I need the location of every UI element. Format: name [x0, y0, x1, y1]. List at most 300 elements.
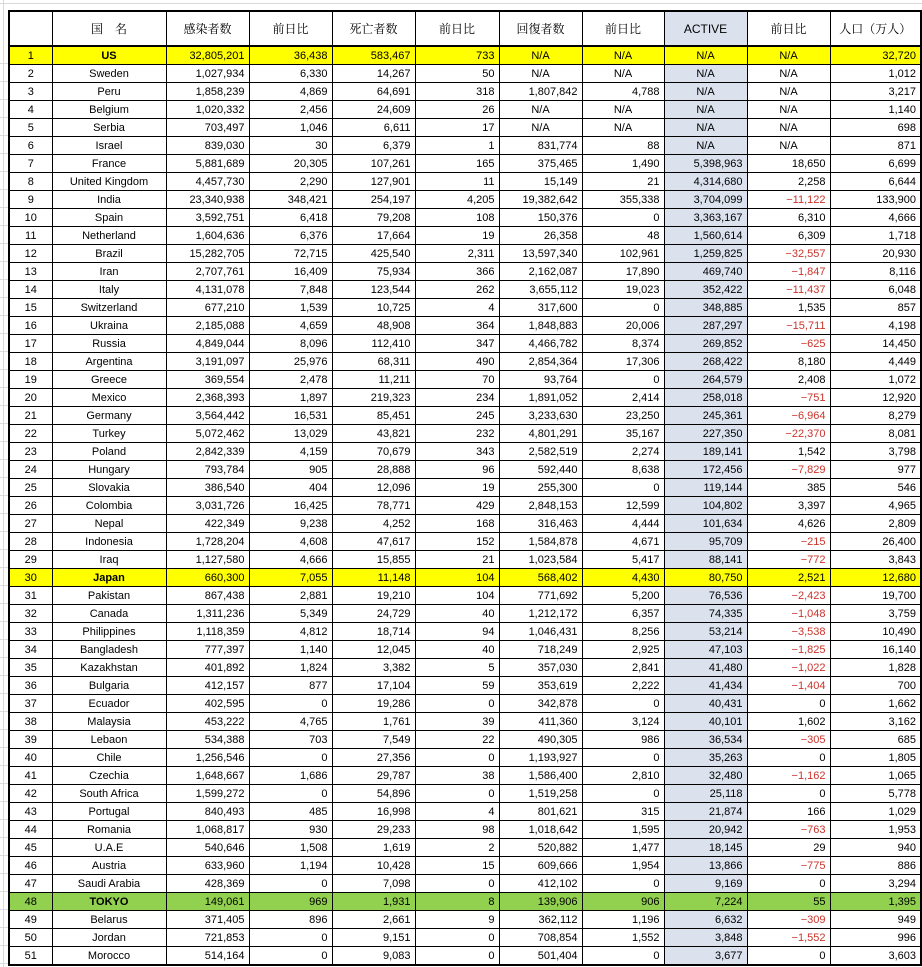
value-cell[interactable]: −1,162 [747, 767, 830, 785]
value-cell[interactable]: 1,728,204 [166, 533, 249, 551]
value-cell[interactable]: −11,122 [747, 191, 830, 209]
rank-cell[interactable]: 12 [9, 245, 52, 263]
value-cell[interactable]: 4,159 [249, 443, 332, 461]
value-cell[interactable]: −1,048 [747, 605, 830, 623]
value-cell[interactable]: 245 [415, 407, 499, 425]
value-cell[interactable]: 2,456 [249, 101, 332, 119]
value-cell[interactable]: 2,478 [249, 371, 332, 389]
value-cell[interactable]: 949 [830, 911, 921, 929]
value-cell[interactable]: 47,103 [664, 641, 747, 659]
value-cell[interactable]: −22,370 [747, 425, 830, 443]
rank-cell[interactable]: 1 [9, 46, 52, 65]
value-cell[interactable]: 546 [830, 479, 921, 497]
value-cell[interactable]: 940 [830, 839, 921, 857]
value-cell[interactable]: N/A [747, 119, 830, 137]
value-cell[interactable]: 27,356 [332, 749, 415, 767]
value-cell[interactable]: 88,141 [664, 551, 747, 569]
value-cell[interactable]: 1,552 [582, 929, 664, 947]
value-cell[interactable]: 165 [415, 155, 499, 173]
value-cell[interactable]: 886 [830, 857, 921, 875]
value-cell[interactable]: 490 [415, 353, 499, 371]
value-cell[interactable]: 4,314,680 [664, 173, 747, 191]
value-cell[interactable]: 3,843 [830, 551, 921, 569]
value-cell[interactable]: 254,197 [332, 191, 415, 209]
value-cell[interactable]: 4 [415, 299, 499, 317]
value-cell[interactable]: 8 [415, 893, 499, 911]
rank-cell[interactable]: 37 [9, 695, 52, 713]
value-cell[interactable]: 0 [747, 875, 830, 893]
value-cell[interactable]: 12,920 [830, 389, 921, 407]
value-cell[interactable]: 402,595 [166, 695, 249, 713]
value-cell[interactable]: 708,854 [499, 929, 582, 947]
value-cell[interactable]: −1,552 [747, 929, 830, 947]
rank-cell[interactable]: 40 [9, 749, 52, 767]
value-cell[interactable]: 2,290 [249, 173, 332, 191]
value-cell[interactable]: 26,400 [830, 533, 921, 551]
value-cell[interactable]: 54,896 [332, 785, 415, 803]
value-cell[interactable]: 264,579 [664, 371, 747, 389]
column-header[interactable]: 感染者数 [166, 11, 249, 46]
value-cell[interactable]: 13,597,340 [499, 245, 582, 263]
value-cell[interactable]: 375,465 [499, 155, 582, 173]
value-cell[interactable]: 771,692 [499, 587, 582, 605]
value-cell[interactable]: 4,608 [249, 533, 332, 551]
value-cell[interactable]: 1,477 [582, 839, 664, 857]
rank-cell[interactable]: 34 [9, 641, 52, 659]
value-cell[interactable]: 2,222 [582, 677, 664, 695]
value-cell[interactable]: 104 [415, 569, 499, 587]
value-cell[interactable]: 7,848 [249, 281, 332, 299]
value-cell[interactable]: 1,648,667 [166, 767, 249, 785]
value-cell[interactable]: 1,807,842 [499, 83, 582, 101]
value-cell[interactable]: 32,720 [830, 46, 921, 65]
value-cell[interactable]: 0 [747, 695, 830, 713]
rank-cell[interactable]: 30 [9, 569, 52, 587]
rank-cell[interactable]: 47 [9, 875, 52, 893]
country-cell[interactable]: Saudi Arabia [52, 875, 166, 893]
value-cell[interactable]: −7,829 [747, 461, 830, 479]
value-cell[interactable]: 29 [747, 839, 830, 857]
value-cell[interactable]: 583,467 [332, 46, 415, 65]
value-cell[interactable]: 287,297 [664, 317, 747, 335]
value-cell[interactable]: 1,824 [249, 659, 332, 677]
column-header[interactable]: 国 名 [52, 11, 166, 46]
value-cell[interactable]: 8,374 [582, 335, 664, 353]
value-cell[interactable]: 316,463 [499, 515, 582, 533]
value-cell[interactable]: −215 [747, 533, 830, 551]
country-cell[interactable]: France [52, 155, 166, 173]
value-cell[interactable]: 1,196 [582, 911, 664, 929]
country-cell[interactable]: Lebaon [52, 731, 166, 749]
value-cell[interactable]: 98 [415, 821, 499, 839]
value-cell[interactable]: 371,405 [166, 911, 249, 929]
value-cell[interactable]: 501,404 [499, 947, 582, 966]
value-cell[interactable]: 15,149 [499, 173, 582, 191]
value-cell[interactable]: 119,144 [664, 479, 747, 497]
value-cell[interactable]: 36,438 [249, 46, 332, 65]
country-cell[interactable]: Romania [52, 821, 166, 839]
value-cell[interactable]: 258,018 [664, 389, 747, 407]
value-cell[interactable]: 16,140 [830, 641, 921, 659]
value-cell[interactable]: 428,369 [166, 875, 249, 893]
value-cell[interactable]: 1,068,817 [166, 821, 249, 839]
value-cell[interactable]: 793,784 [166, 461, 249, 479]
value-cell[interactable]: 4,131,078 [166, 281, 249, 299]
value-cell[interactable]: 13,866 [664, 857, 747, 875]
value-cell[interactable]: 219,323 [332, 389, 415, 407]
value-cell[interactable]: 1,604,636 [166, 227, 249, 245]
value-cell[interactable]: 660,300 [166, 569, 249, 587]
value-cell[interactable]: 17,306 [582, 353, 664, 371]
value-cell[interactable]: 2,258 [747, 173, 830, 191]
value-cell[interactable]: 1,012 [830, 65, 921, 83]
value-cell[interactable]: 48 [582, 227, 664, 245]
value-cell[interactable]: 7,055 [249, 569, 332, 587]
value-cell[interactable]: 4,252 [332, 515, 415, 533]
value-cell[interactable]: N/A [664, 46, 747, 65]
value-cell[interactable]: 677,210 [166, 299, 249, 317]
value-cell[interactable]: 422,349 [166, 515, 249, 533]
value-cell[interactable]: 1,662 [830, 695, 921, 713]
value-cell[interactable]: 24,729 [332, 605, 415, 623]
value-cell[interactable]: 19,382,642 [499, 191, 582, 209]
country-cell[interactable]: Serbia [52, 119, 166, 137]
value-cell[interactable]: 268,422 [664, 353, 747, 371]
country-cell[interactable]: Netherland [52, 227, 166, 245]
value-cell[interactable]: 3,592,751 [166, 209, 249, 227]
value-cell[interactable]: 20,942 [664, 821, 747, 839]
value-cell[interactable]: 0 [582, 785, 664, 803]
rank-cell[interactable]: 16 [9, 317, 52, 335]
value-cell[interactable]: −625 [747, 335, 830, 353]
value-cell[interactable]: 1,259,825 [664, 245, 747, 263]
country-cell[interactable]: Ukraina [52, 317, 166, 335]
rank-cell[interactable]: 7 [9, 155, 52, 173]
value-cell[interactable]: 3,655,112 [499, 281, 582, 299]
value-cell[interactable]: 7,224 [664, 893, 747, 911]
value-cell[interactable]: 1,027,934 [166, 65, 249, 83]
value-cell[interactable]: 1,140 [249, 641, 332, 659]
value-cell[interactable]: 1,194 [249, 857, 332, 875]
value-cell[interactable]: 0 [582, 479, 664, 497]
value-cell[interactable]: 2,368,393 [166, 389, 249, 407]
value-cell[interactable]: 0 [582, 371, 664, 389]
value-cell[interactable]: 8,279 [830, 407, 921, 425]
value-cell[interactable]: 1,586,400 [499, 767, 582, 785]
rank-cell[interactable]: 28 [9, 533, 52, 551]
value-cell[interactable]: −305 [747, 731, 830, 749]
value-cell[interactable]: −772 [747, 551, 830, 569]
value-cell[interactable]: 6,376 [249, 227, 332, 245]
value-cell[interactable]: 3,677 [664, 947, 747, 966]
value-cell[interactable]: 102,961 [582, 245, 664, 263]
value-cell[interactable]: 9,083 [332, 947, 415, 966]
value-cell[interactable]: 1,686 [249, 767, 332, 785]
value-cell[interactable]: 1,212,172 [499, 605, 582, 623]
value-cell[interactable]: 3,798 [830, 443, 921, 461]
value-cell[interactable]: 1,619 [332, 839, 415, 857]
value-cell[interactable]: 353,619 [499, 677, 582, 695]
value-cell[interactable]: 8,116 [830, 263, 921, 281]
value-cell[interactable]: 469,740 [664, 263, 747, 281]
value-cell[interactable]: 401,892 [166, 659, 249, 677]
rank-cell[interactable]: 26 [9, 497, 52, 515]
rank-cell[interactable]: 5 [9, 119, 52, 137]
value-cell[interactable]: 6,611 [332, 119, 415, 137]
value-cell[interactable]: 485 [249, 803, 332, 821]
value-cell[interactable]: 3,294 [830, 875, 921, 893]
value-cell[interactable]: 18,714 [332, 623, 415, 641]
value-cell[interactable]: N/A [499, 119, 582, 137]
value-cell[interactable]: −11,437 [747, 281, 830, 299]
value-cell[interactable]: 0 [747, 749, 830, 767]
value-cell[interactable]: 41,480 [664, 659, 747, 677]
country-cell[interactable]: Portugal [52, 803, 166, 821]
value-cell[interactable]: 17,104 [332, 677, 415, 695]
value-cell[interactable]: 12,599 [582, 497, 664, 515]
value-cell[interactable]: 6,379 [332, 137, 415, 155]
value-cell[interactable]: 355,338 [582, 191, 664, 209]
country-cell[interactable]: Brazil [52, 245, 166, 263]
value-cell[interactable]: 74,335 [664, 605, 747, 623]
rank-cell[interactable]: 51 [9, 947, 52, 966]
value-cell[interactable]: 19 [415, 479, 499, 497]
value-cell[interactable]: 166 [747, 803, 830, 821]
value-cell[interactable]: 906 [582, 893, 664, 911]
value-cell[interactable]: 25,118 [664, 785, 747, 803]
value-cell[interactable]: 453,222 [166, 713, 249, 731]
value-cell[interactable]: 1,193,927 [499, 749, 582, 767]
value-cell[interactable]: N/A [499, 65, 582, 83]
rank-cell[interactable]: 42 [9, 785, 52, 803]
value-cell[interactable]: 123,544 [332, 281, 415, 299]
value-cell[interactable]: 0 [582, 749, 664, 767]
value-cell[interactable]: 19 [415, 227, 499, 245]
country-cell[interactable]: TOKYO [52, 893, 166, 911]
value-cell[interactable]: 16,425 [249, 497, 332, 515]
value-cell[interactable]: −15,711 [747, 317, 830, 335]
country-cell[interactable]: Argentina [52, 353, 166, 371]
country-cell[interactable]: Bulgaria [52, 677, 166, 695]
value-cell[interactable]: 35,263 [664, 749, 747, 767]
value-cell[interactable]: 2,881 [249, 587, 332, 605]
country-cell[interactable]: Mexico [52, 389, 166, 407]
value-cell[interactable]: 12,045 [332, 641, 415, 659]
value-cell[interactable]: 32,805,201 [166, 46, 249, 65]
value-cell[interactable]: 8,081 [830, 425, 921, 443]
value-cell[interactable]: 1,127,580 [166, 551, 249, 569]
value-cell[interactable]: 357,030 [499, 659, 582, 677]
value-cell[interactable]: 0 [747, 947, 830, 966]
value-cell[interactable]: 234 [415, 389, 499, 407]
value-cell[interactable]: 1,065 [830, 767, 921, 785]
value-cell[interactable]: 108 [415, 209, 499, 227]
value-cell[interactable]: 80,750 [664, 569, 747, 587]
rank-cell[interactable]: 50 [9, 929, 52, 947]
value-cell[interactable]: 6,418 [249, 209, 332, 227]
value-cell[interactable]: 4,466,782 [499, 335, 582, 353]
country-cell[interactable]: Turkey [52, 425, 166, 443]
value-cell[interactable]: 1,256,546 [166, 749, 249, 767]
value-cell[interactable]: 352,422 [664, 281, 747, 299]
value-cell[interactable]: 149,061 [166, 893, 249, 911]
value-cell[interactable]: 2,810 [582, 767, 664, 785]
value-cell[interactable]: 0 [747, 785, 830, 803]
value-cell[interactable]: 1,897 [249, 389, 332, 407]
rank-cell[interactable]: 48 [9, 893, 52, 911]
value-cell[interactable]: 21,874 [664, 803, 747, 821]
value-cell[interactable]: 5,778 [830, 785, 921, 803]
value-cell[interactable]: 23,340,938 [166, 191, 249, 209]
value-cell[interactable]: 347 [415, 335, 499, 353]
country-cell[interactable]: Iraq [52, 551, 166, 569]
value-cell[interactable]: 996 [830, 929, 921, 947]
value-cell[interactable]: 17,890 [582, 263, 664, 281]
value-cell[interactable]: 0 [415, 749, 499, 767]
country-cell[interactable]: Colombia [52, 497, 166, 515]
rank-cell[interactable]: 39 [9, 731, 52, 749]
value-cell[interactable]: 55 [747, 893, 830, 911]
value-cell[interactable]: 104 [415, 587, 499, 605]
rank-cell[interactable]: 17 [9, 335, 52, 353]
country-cell[interactable]: Hungary [52, 461, 166, 479]
value-cell[interactable]: 15,855 [332, 551, 415, 569]
value-cell[interactable]: 534,388 [166, 731, 249, 749]
column-header[interactable]: 前日比 [747, 11, 830, 46]
value-cell[interactable]: 685 [830, 731, 921, 749]
rank-cell[interactable]: 29 [9, 551, 52, 569]
value-cell[interactable]: 6,357 [582, 605, 664, 623]
value-cell[interactable]: 6,644 [830, 173, 921, 191]
value-cell[interactable]: 1,395 [830, 893, 921, 911]
value-cell[interactable]: 3,603 [830, 947, 921, 966]
value-cell[interactable]: 1,584,878 [499, 533, 582, 551]
value-cell[interactable]: 0 [249, 875, 332, 893]
value-cell[interactable]: 2,925 [582, 641, 664, 659]
value-cell[interactable]: N/A [499, 46, 582, 65]
value-cell[interactable]: 12,096 [332, 479, 415, 497]
value-cell[interactable]: 1,046,431 [499, 623, 582, 641]
value-cell[interactable]: 53,214 [664, 623, 747, 641]
rank-cell[interactable]: 31 [9, 587, 52, 605]
value-cell[interactable]: −1,825 [747, 641, 830, 659]
value-cell[interactable]: 13,029 [249, 425, 332, 443]
rank-cell[interactable]: 32 [9, 605, 52, 623]
country-cell[interactable]: U.A.E [52, 839, 166, 857]
value-cell[interactable]: 718,249 [499, 641, 582, 659]
value-cell[interactable]: 0 [249, 785, 332, 803]
value-cell[interactable]: 2,848,153 [499, 497, 582, 515]
value-cell[interactable]: 930 [249, 821, 332, 839]
value-cell[interactable]: 133,900 [830, 191, 921, 209]
rank-cell[interactable]: 15 [9, 299, 52, 317]
value-cell[interactable]: −1,022 [747, 659, 830, 677]
value-cell[interactable]: 703,497 [166, 119, 249, 137]
value-cell[interactable]: 3,397 [747, 497, 830, 515]
value-cell[interactable]: 385 [747, 479, 830, 497]
value-cell[interactable]: 232 [415, 425, 499, 443]
rank-cell[interactable]: 43 [9, 803, 52, 821]
value-cell[interactable]: 0 [582, 695, 664, 713]
value-cell[interactable]: −6,964 [747, 407, 830, 425]
value-cell[interactable]: N/A [664, 83, 747, 101]
country-cell[interactable]: Japan [52, 569, 166, 587]
value-cell[interactable]: 59 [415, 677, 499, 695]
value-cell[interactable]: 8,096 [249, 335, 332, 353]
value-cell[interactable]: 93,764 [499, 371, 582, 389]
value-cell[interactable]: 11,148 [332, 569, 415, 587]
value-cell[interactable]: 1,931 [332, 893, 415, 911]
country-cell[interactable]: Israel [52, 137, 166, 155]
value-cell[interactable]: 4,666 [249, 551, 332, 569]
value-cell[interactable]: 540,646 [166, 839, 249, 857]
value-cell[interactable]: 2,582,519 [499, 443, 582, 461]
country-cell[interactable]: Kazakhstan [52, 659, 166, 677]
value-cell[interactable]: 40 [415, 605, 499, 623]
value-cell[interactable]: 733 [415, 46, 499, 65]
value-cell[interactable]: 70 [415, 371, 499, 389]
country-cell[interactable]: Germany [52, 407, 166, 425]
rank-cell[interactable]: 49 [9, 911, 52, 929]
value-cell[interactable]: 30 [249, 137, 332, 155]
value-cell[interactable]: 315 [582, 803, 664, 821]
rank-cell[interactable]: 35 [9, 659, 52, 677]
country-cell[interactable]: Iran [52, 263, 166, 281]
value-cell[interactable]: 4,788 [582, 83, 664, 101]
value-cell[interactable]: 318 [415, 83, 499, 101]
rank-cell[interactable]: 36 [9, 677, 52, 695]
rank-cell[interactable]: 2 [9, 65, 52, 83]
value-cell[interactable]: 6,309 [747, 227, 830, 245]
value-cell[interactable]: 29,233 [332, 821, 415, 839]
value-cell[interactable]: 8,638 [582, 461, 664, 479]
value-cell[interactable]: 3,031,726 [166, 497, 249, 515]
value-cell[interactable]: 6,632 [664, 911, 747, 929]
column-header[interactable]: 回復者数 [499, 11, 582, 46]
value-cell[interactable]: 8,180 [747, 353, 830, 371]
value-cell[interactable]: 127,901 [332, 173, 415, 191]
value-cell[interactable]: 857 [830, 299, 921, 317]
value-cell[interactable]: 1,140 [830, 101, 921, 119]
rank-cell[interactable]: 4 [9, 101, 52, 119]
value-cell[interactable]: 801,621 [499, 803, 582, 821]
column-header[interactable]: 死亡者数 [332, 11, 415, 46]
value-cell[interactable]: 11 [415, 173, 499, 191]
value-cell[interactable]: 255,300 [499, 479, 582, 497]
value-cell[interactable]: 23,250 [582, 407, 664, 425]
value-cell[interactable]: 20,006 [582, 317, 664, 335]
value-cell[interactable]: 5 [415, 659, 499, 677]
value-cell[interactable]: 50 [415, 65, 499, 83]
value-cell[interactable]: 0 [415, 695, 499, 713]
value-cell[interactable]: 1,490 [582, 155, 664, 173]
value-cell[interactable]: 3,363,167 [664, 209, 747, 227]
value-cell[interactable]: 2,408 [747, 371, 830, 389]
value-cell[interactable]: 609,666 [499, 857, 582, 875]
country-cell[interactable]: Slovakia [52, 479, 166, 497]
value-cell[interactable]: 317,600 [499, 299, 582, 317]
value-cell[interactable]: 0 [249, 695, 332, 713]
column-header[interactable]: 人口（万人） [830, 11, 921, 46]
value-cell[interactable]: 364 [415, 317, 499, 335]
rank-cell[interactable]: 41 [9, 767, 52, 785]
country-cell[interactable]: Ecuador [52, 695, 166, 713]
value-cell[interactable]: 17,664 [332, 227, 415, 245]
country-cell[interactable]: Morocco [52, 947, 166, 966]
value-cell[interactable]: 1,020,332 [166, 101, 249, 119]
value-cell[interactable]: 568,402 [499, 569, 582, 587]
value-cell[interactable]: 986 [582, 731, 664, 749]
